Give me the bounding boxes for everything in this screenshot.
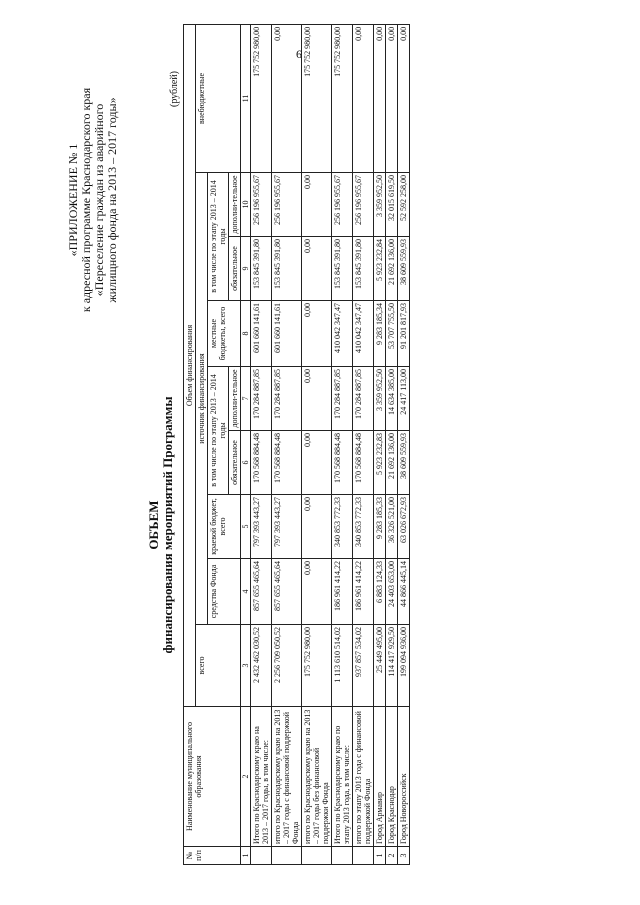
cell-total: 25 449 495,00 [374, 625, 386, 707]
cell-fund: 857 655 465,64 [251, 559, 272, 625]
cell-regional-additional: 24 417 113,00 [398, 367, 410, 431]
header-total: всего [196, 625, 241, 707]
cell-regional: 340 853 772,33 [332, 495, 353, 559]
cell-fund: 6 883 124,33 [374, 559, 386, 625]
document-heading [65, 65, 185, 865]
header-regional-stage: в том числе по этапу 2013 – 2014 годы [208, 367, 229, 495]
column-number: 2 [241, 707, 251, 847]
cell-fund: 0,00 [302, 559, 332, 625]
row-num: 3 [398, 847, 410, 865]
cell-local-additional: 256 196 955,67 [353, 173, 374, 237]
cell-extrabudget: 0,00 [398, 24, 410, 172]
cell-fund: 186 961 414,22 [353, 559, 374, 625]
cell-regional-mandatory: 170 568 884,48 [332, 431, 353, 495]
header-fund: средства Фонда [208, 559, 241, 625]
cell-local-additional: 256 196 955,67 [251, 173, 272, 237]
cell-total: 2 432 462 030,52 [251, 625, 272, 707]
header-regional: краевой бюджет, всего [208, 495, 241, 559]
cell-local-mandatory: 153 845 391,80 [251, 237, 272, 301]
cell-regional: 0,00 [302, 495, 332, 559]
cell-regional: 340 853 772,33 [353, 495, 374, 559]
cell-local: 91 201 817,93 [398, 301, 410, 367]
column-number: 3 [241, 625, 251, 707]
cell-regional-mandatory: 170 568 884,48 [353, 431, 374, 495]
cell-extrabudget: 0,00 [386, 24, 398, 172]
row-num [302, 847, 332, 865]
row-num [251, 847, 272, 865]
column-number-row [241, 24, 251, 864]
cell-extrabudget: 0,00 [272, 24, 302, 172]
table-row [302, 24, 332, 864]
appendix-program-years: жилищного фонда на 2013 – 2017 годы» [105, 97, 119, 303]
cell-regional-additional: 170 284 887,85 [332, 367, 353, 431]
cell-local-additional: 256 196 955,67 [332, 173, 353, 237]
cell-fund: 24 403 653,00 [386, 559, 398, 625]
header-num: № п/п [184, 847, 241, 865]
header-regional-mandatory: обязательное [229, 431, 241, 495]
cell-local: 601 660 141,61 [251, 301, 272, 367]
row-name: Город Армавир [374, 707, 386, 847]
column-number: 11 [241, 24, 251, 172]
cell-local-additional: 32 015 619,50 [386, 173, 398, 237]
cell-regional-additional: 170 284 887,85 [251, 367, 272, 431]
cell-total: 175 752 980,00 [302, 625, 332, 707]
appendix-title: «ПРИЛОЖЕНИЕ № 1 [66, 143, 80, 257]
cell-local-mandatory: 153 845 391,80 [353, 237, 374, 301]
header-local-mandatory: обязательное [229, 237, 241, 301]
cell-local-mandatory: 0,00 [302, 237, 332, 301]
row-num [272, 847, 302, 865]
header-regional-additional: дополни-тельное [229, 367, 241, 431]
table-row [332, 24, 353, 864]
header-local-additional: дополни-тельное [229, 173, 241, 237]
cell-regional: 36 326 521,00 [386, 495, 398, 559]
cell-regional: 797 393 443,27 [272, 495, 302, 559]
table-row [374, 24, 386, 864]
header-financing-volume: Объем финансирования [184, 24, 196, 706]
row-num: 1 [374, 847, 386, 865]
column-number: 5 [241, 495, 251, 559]
row-name: Итого по Краснодарскому краю по этапу 2013 года, в том числе: [332, 707, 353, 847]
appendix-subtitle: к адресной программе Краснодарского края [79, 87, 93, 313]
document-title [147, 345, 175, 705]
cell-local-mandatory: 21 692 136,00 [386, 237, 398, 301]
cell-regional: 797 393 443,27 [251, 495, 272, 559]
row-name: Город Новороссийск [398, 707, 410, 847]
table-row [251, 24, 272, 864]
cell-local: 0,00 [302, 301, 332, 367]
cell-local: 410 042 347,47 [353, 301, 374, 367]
cell-local-additional: 52 592 258,00 [398, 173, 410, 237]
cell-local: 53 707 755,50 [386, 301, 398, 367]
header-extrabudget: внебюджетные [196, 24, 241, 172]
cell-regional-mandatory: 38 609 559,93 [398, 431, 410, 495]
cell-local-additional: 0,00 [302, 173, 332, 237]
page-number: 6 [296, 47, 302, 61]
table-row [398, 24, 410, 864]
cell-regional: 9 283 185,33 [374, 495, 386, 559]
cell-regional-mandatory: 170 568 884,48 [251, 431, 272, 495]
cell-regional-mandatory: 5 923 232,83 [374, 431, 386, 495]
column-number: 6 [241, 431, 251, 495]
cell-regional-mandatory: 21 692 136,00 [386, 431, 398, 495]
cell-local-mandatory: 38 609 559,93 [398, 237, 410, 301]
column-number: 1 [241, 847, 251, 865]
table-row [386, 24, 398, 864]
cell-local-mandatory: 5 923 232,84 [374, 237, 386, 301]
header-local: местные бюджеты, всего [208, 301, 241, 367]
row-name: Итого по Краснодарскому краю на 2013 – 2017 годы, в том числе: [251, 707, 272, 847]
title-line-1: ОБЪЕМ [146, 500, 161, 550]
cell-total: 199 094 936,00 [398, 625, 410, 707]
row-name: итого по Краснодарскому краю на 2013 – 2017 годы без финансовой поддержки Фонда [302, 707, 332, 847]
appendix-block [67, 65, 119, 335]
column-number: 8 [241, 301, 251, 367]
cell-regional-additional: 3 359 952,50 [374, 367, 386, 431]
column-number: 4 [241, 559, 251, 625]
cell-extrabudget: 175 752 980,00 [332, 24, 353, 172]
cell-fund: 857 655 465,64 [272, 559, 302, 625]
row-name: итого по этапу 2013 года с финансовой поддержкой Фонда [353, 707, 374, 847]
cell-regional-additional: 170 284 887,85 [272, 367, 302, 431]
table-row [353, 24, 374, 864]
appendix-program-name: «Переселение граждан из аварийного [92, 103, 106, 297]
header-name: Наименование муниципального образования [184, 707, 241, 847]
cell-local: 9 283 185,34 [374, 301, 386, 367]
financing-table [183, 24, 410, 865]
row-num [353, 847, 374, 865]
cell-regional-additional: 0,00 [302, 367, 332, 431]
header-local-stage: в том числе по этапу 2013 – 2014 годы [208, 173, 229, 301]
cell-total: 114 417 929,50 [386, 625, 398, 707]
cell-total: 937 857 534,02 [353, 625, 374, 707]
cell-local: 410 042 347,47 [332, 301, 353, 367]
table-row [272, 24, 302, 864]
cell-regional-mandatory: 0,00 [302, 431, 332, 495]
cell-total: 2 256 709 050,52 [272, 625, 302, 707]
cell-local-mandatory: 153 845 391,80 [272, 237, 302, 301]
column-number: 10 [241, 173, 251, 237]
header-funding-sources: источник финансирования [196, 173, 208, 625]
cell-extrabudget: 175 752 980,00 [251, 24, 272, 172]
cell-total: 1 113 610 514,02 [332, 625, 353, 707]
row-num: 2 [386, 847, 398, 865]
cell-fund: 44 866 445,14 [398, 559, 410, 625]
cell-local-mandatory: 153 845 391,80 [332, 237, 353, 301]
cell-fund: 186 961 414,22 [332, 559, 353, 625]
column-number: 7 [241, 367, 251, 431]
cell-extrabudget: 175 752 980,00 [302, 24, 332, 172]
cell-extrabudget: 0,00 [353, 24, 374, 172]
title-line-2: финансирования мероприятий Программы [160, 396, 175, 654]
row-num [332, 847, 353, 865]
cell-local: 601 660 141,61 [272, 301, 302, 367]
unit-label: (рублей) [169, 71, 180, 108]
cell-local-additional: 3 359 952,50 [374, 173, 386, 237]
cell-local-additional: 256 196 955,67 [272, 173, 302, 237]
row-name: итого по Краснодарскому краю на 2013 – 2017 годы с финансовой поддержкой Фонда [272, 707, 302, 847]
cell-extrabudget: 0,00 [374, 24, 386, 172]
cell-regional-mandatory: 170 568 884,48 [272, 431, 302, 495]
row-name: Город Краснодар [386, 707, 398, 847]
rotated-page-content [65, 26, 408, 865]
cell-regional: 63 026 672,93 [398, 495, 410, 559]
cell-regional-additional: 170 284 887,85 [353, 367, 374, 431]
cell-regional-additional: 14 634 385,00 [386, 367, 398, 431]
column-number: 9 [241, 237, 251, 301]
